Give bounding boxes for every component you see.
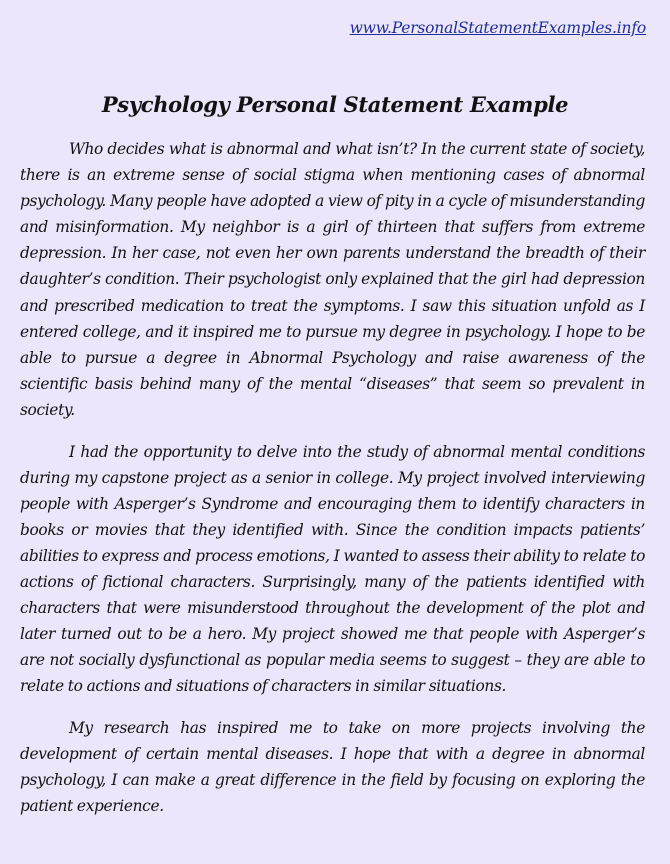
paragraph-2: I had the opportunity to delve into the study of abnormal mental conditions during my capstone project as a senior in college. My project involved interviewing people with Asperger’s Syndrome and encouraging them to identify characters in books or movies that they identified with. Since the condition impacts patients’ abilities to express and process emotions, I wanted to assess their ability to relate to actions of fictional characters. Surprisingly, many of the patients identified with characters that were misunderstood throughout the development of the plot and later turned out to be a hero. My project showed me that people with Asperger’s are not socially dysfunctional as popular media seems to suggest – they are able to relate to actions and situations of characters in similar situations. — [20, 442, 645, 696]
page-title: Psychology Personal Statement Example — [101, 92, 569, 117]
statement-body — [20, 136, 645, 835]
site-link[interactable]: www.PersonalStatementExamples.info — [349, 19, 646, 37]
paragraph-1: Who decides what is abnormal and what isn’t? In the current state of society, there is an extreme sense of social stigma when mentioning cases of abnormal psychology. Many people have adopted a view of pity in a cycle of misunderstanding and misinformation. My neighbor is a girl of thirteen that suffers from extreme depression. In her case, not even her own parents understand the breadth of their daughter’s condition. Their psychologist only explained that the girl had depression and prescribed medication to treat the symptoms. I saw this situation unfold as I entered college, and it inspired me to pursue my degree in psychology. I hope to be able to pursue a degree in Abnormal Psychology and raise awareness of the scientific basis behind many of the mental “diseases” that seem so prevalent in society. — [20, 140, 645, 419]
paragraph-3: My research has inspired me to take on more projects involving the development of certain mental diseases. I hope that with a degree in abnormal psychology, I can make a great difference in the field by focusing on exploring the patient experience. — [20, 718, 645, 816]
